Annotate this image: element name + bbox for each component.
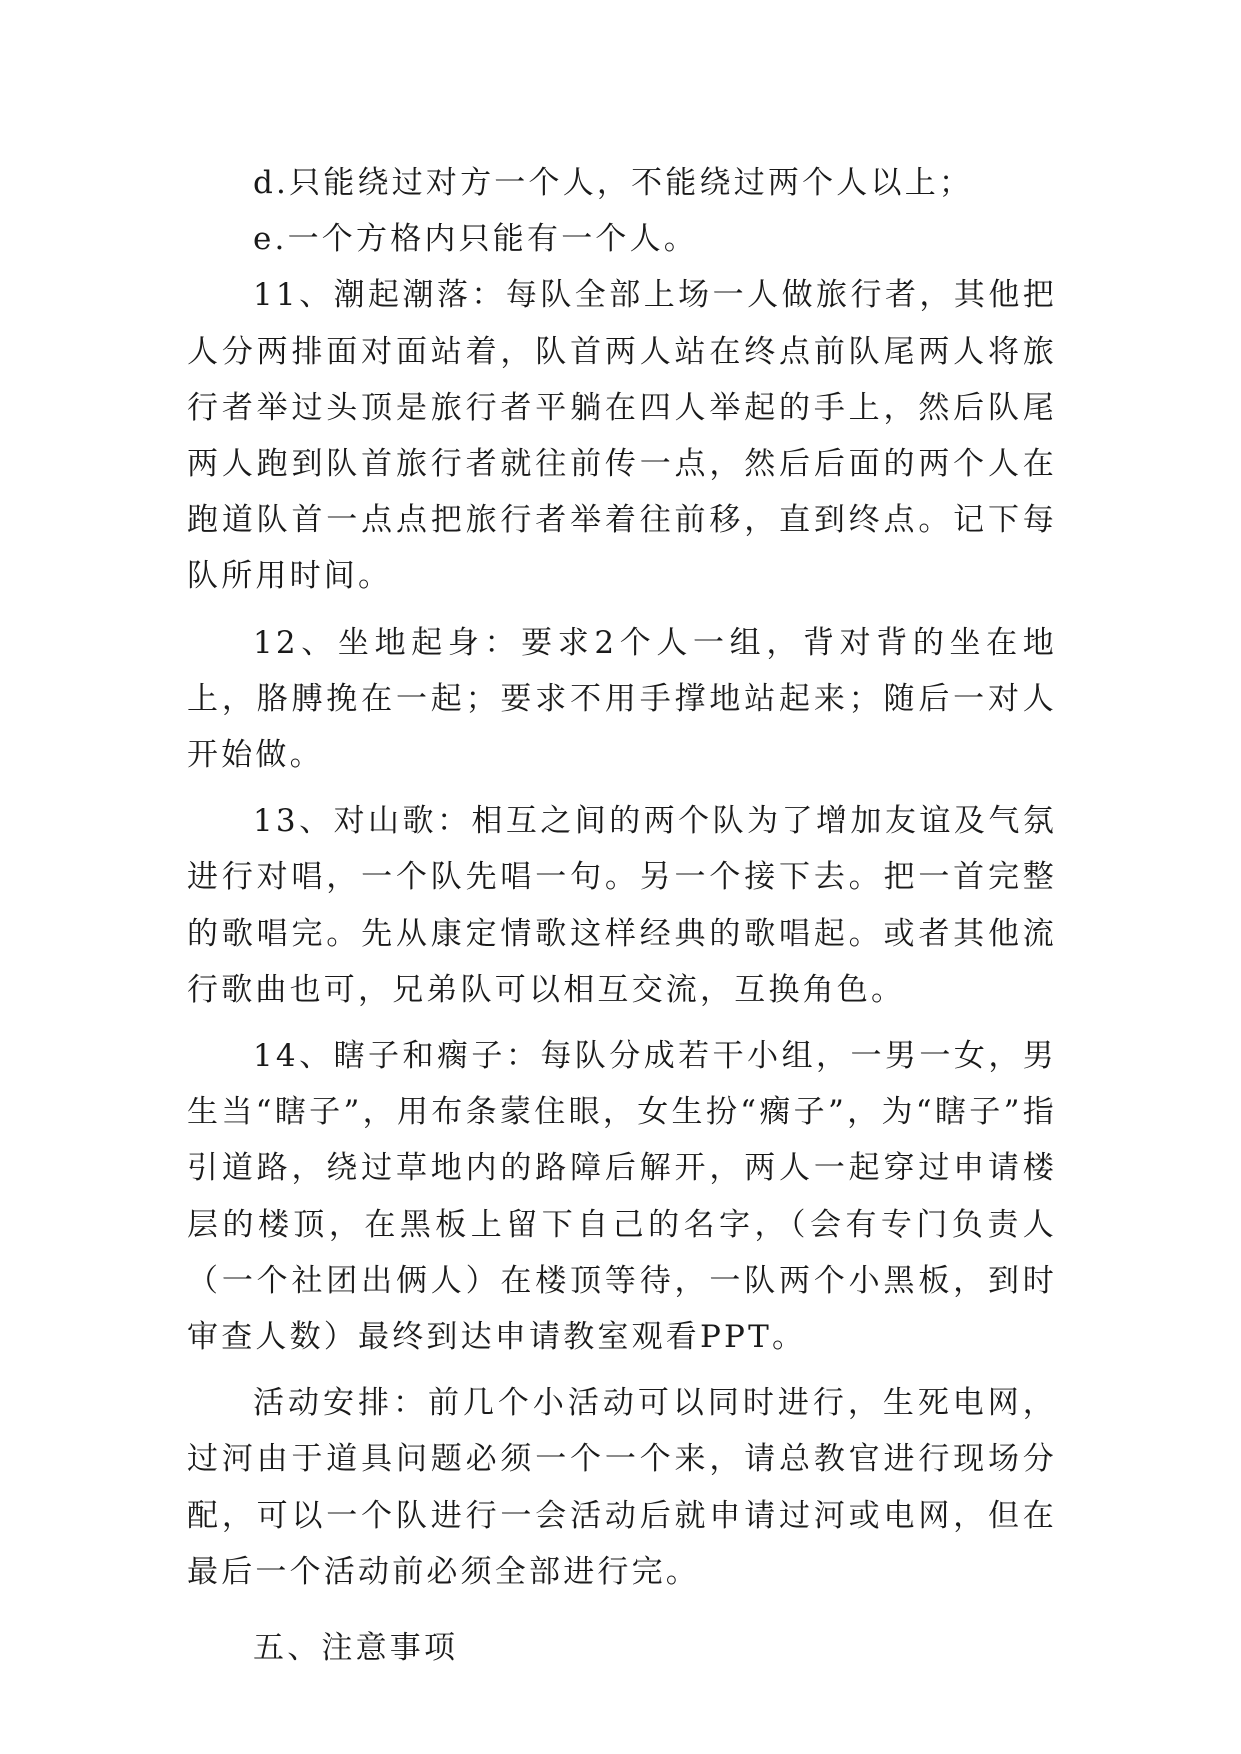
- paragraph-activity-arrangement: 活动安排：前几个小活动可以同时进行，生死电网，过河由于道具问题必须一个一个来，请总教官进行现场分配，可以一个队进行一会活动后就申请过河或电网，但在最后一个活动前必须全部进行完。: [187, 1385, 1057, 1590]
- paragraph-item-14: 14、瞎子和瘸子：每队分成若干小组，一男一女，男生当“瞎子”，用布条蒙住眼，女生扮“瘸子”，为“瞎子”指引道路，绕过草地内的路障后解开，两人一起穿过申请楼层的楼顶，在黑板上留下自己的名字，（会有专门负责人（一个社团出俩人）在楼顶等待，一队两个小黑板，到时审查人数）最终到达申请教室观看PPT。: [187, 1038, 1057, 1356]
- paragraph-rule-d: d.只能绕过对方一个人，不能绕过两个人以上；: [253, 165, 974, 201]
- paragraph-item-13: 13、对山歌：相互之间的两个队为了增加友谊及气氛进行对唱，一个队先唱一句。另一个接下去。把一首完整的歌唱完。先从康定情歌这样经典的歌唱起。或者其他流行歌曲也可，兄弟队可以相互交流，互换角色。: [187, 803, 1057, 1008]
- paragraph-item-11: 11、潮起潮落：每队全部上场一人做旅行者，其他把人分两排面对面站着，队首两人站在终点前队尾两人将旅行者举过头顶是旅行者平躺在四人举起的手上，然后队尾两人跑到队首旅行者就往前传一点，然后后面的两个人在跑道队首一点点把旅行者举着往前移，直到终点。记下每队所用时间。: [187, 277, 1057, 595]
- paragraph-rule-e: e.一个方格内只能有一个人。: [253, 221, 698, 258]
- paragraph-item-12: 12、坐地起身：要求2个人一组，背对背的坐在地上，胳膊挽在一起；要求不用手撑地站起来；随后一对人开始做。: [187, 624, 1057, 774]
- section-heading-notes: 五、注意事项: [253, 1630, 459, 1667]
- document-body: [187, 155, 1057, 1676]
